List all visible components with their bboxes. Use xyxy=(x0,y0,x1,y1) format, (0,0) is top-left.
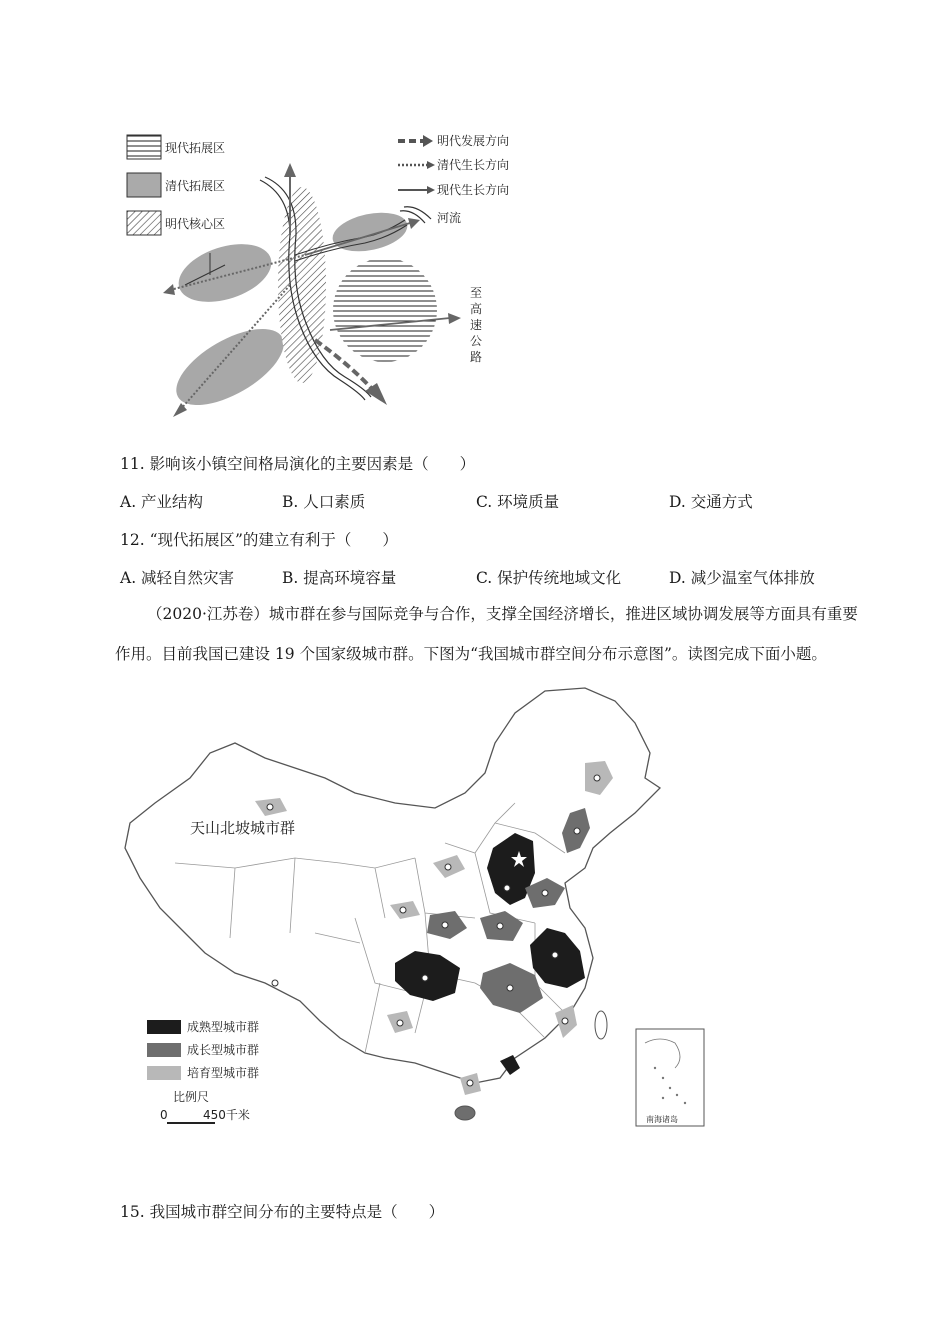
road-label-3: 速 xyxy=(470,318,483,332)
q11-option-b[interactable]: B. 人口素质 xyxy=(282,493,366,511)
qing-area-southwest xyxy=(165,314,296,421)
question-11-stem: 11. 影响该小镇空间格局演化的主要因素是（ ） xyxy=(120,455,476,473)
legend-qing-label: 清代拓展区 xyxy=(165,179,226,193)
q11-option-c[interactable]: C. 环境质量 xyxy=(476,493,560,511)
scale-zero: 0 xyxy=(160,1108,168,1122)
ming-core-area xyxy=(278,187,326,383)
legend-swatch-qing xyxy=(127,173,161,197)
intro-paragraph: （2020·江苏卷）城市群在参与国际竞争与合作，支撑全国经济增长，推进区域协调发展等方面具有重要作用。目前我国已建设 19 个国家级城市群。下图为“我国城市群空间分布示意图”。读图完成下面小题。 xyxy=(115,605,858,663)
question-12-stem: 12. “现代拓展区”的建立有利于（ ） xyxy=(120,531,398,549)
legend-river-label: 河流 xyxy=(437,211,462,225)
modern-expansion-area xyxy=(333,258,437,362)
q12-option-c[interactable]: C. 保护传统地域文化 xyxy=(476,569,622,587)
legend-qing-direction-label: 清代生长方向 xyxy=(437,158,510,172)
legend-modern-direction-label: 现代生长方向 xyxy=(437,183,510,197)
q12-option-a[interactable]: A. 减轻自然灾害 xyxy=(120,569,235,587)
town-evolution-diagram xyxy=(115,125,555,425)
legend-ming-direction-label: 明代发展方向 xyxy=(437,134,510,148)
road-label-5: 路 xyxy=(470,350,483,364)
road-label-4: 公 xyxy=(470,334,483,348)
road-label-2: 高 xyxy=(470,302,483,316)
q11-option-a[interactable]: A. 产业结构 xyxy=(120,493,204,511)
scale-value: 450千米 xyxy=(203,1108,250,1122)
china-city-cluster-map xyxy=(115,683,710,1131)
qing-area-east xyxy=(329,206,411,257)
inset-label: 南海诸岛 xyxy=(646,1115,678,1124)
legend-nurturing-label: 培育型城市群 xyxy=(187,1066,260,1080)
tianshan-cluster-label: 天山北坡城市群 xyxy=(190,819,296,837)
qing-area-west xyxy=(171,233,278,312)
q12-option-d[interactable]: D. 减少温室气体排放 xyxy=(669,569,815,587)
q11-option-d[interactable]: D. 交通方式 xyxy=(669,493,753,511)
legend-swatch-ming xyxy=(127,211,161,235)
question-15-stem: 15. 我国城市群空间分布的主要特点是（ ） xyxy=(120,1203,445,1221)
legend-mature-label: 成熟型城市群 xyxy=(187,1020,260,1034)
legend-growing-label: 成长型城市群 xyxy=(187,1043,260,1057)
legend-modern-label: 现代拓展区 xyxy=(165,141,226,155)
q12-option-b[interactable]: B. 提高环境容量 xyxy=(282,569,397,587)
south-china-sea-inset xyxy=(636,1029,704,1126)
road-label-1: 至 xyxy=(470,286,483,300)
legend-ming-label: 明代核心区 xyxy=(165,217,226,231)
legend-swatch-modern xyxy=(127,135,161,159)
scale-title: 比例尺 xyxy=(173,1090,210,1104)
